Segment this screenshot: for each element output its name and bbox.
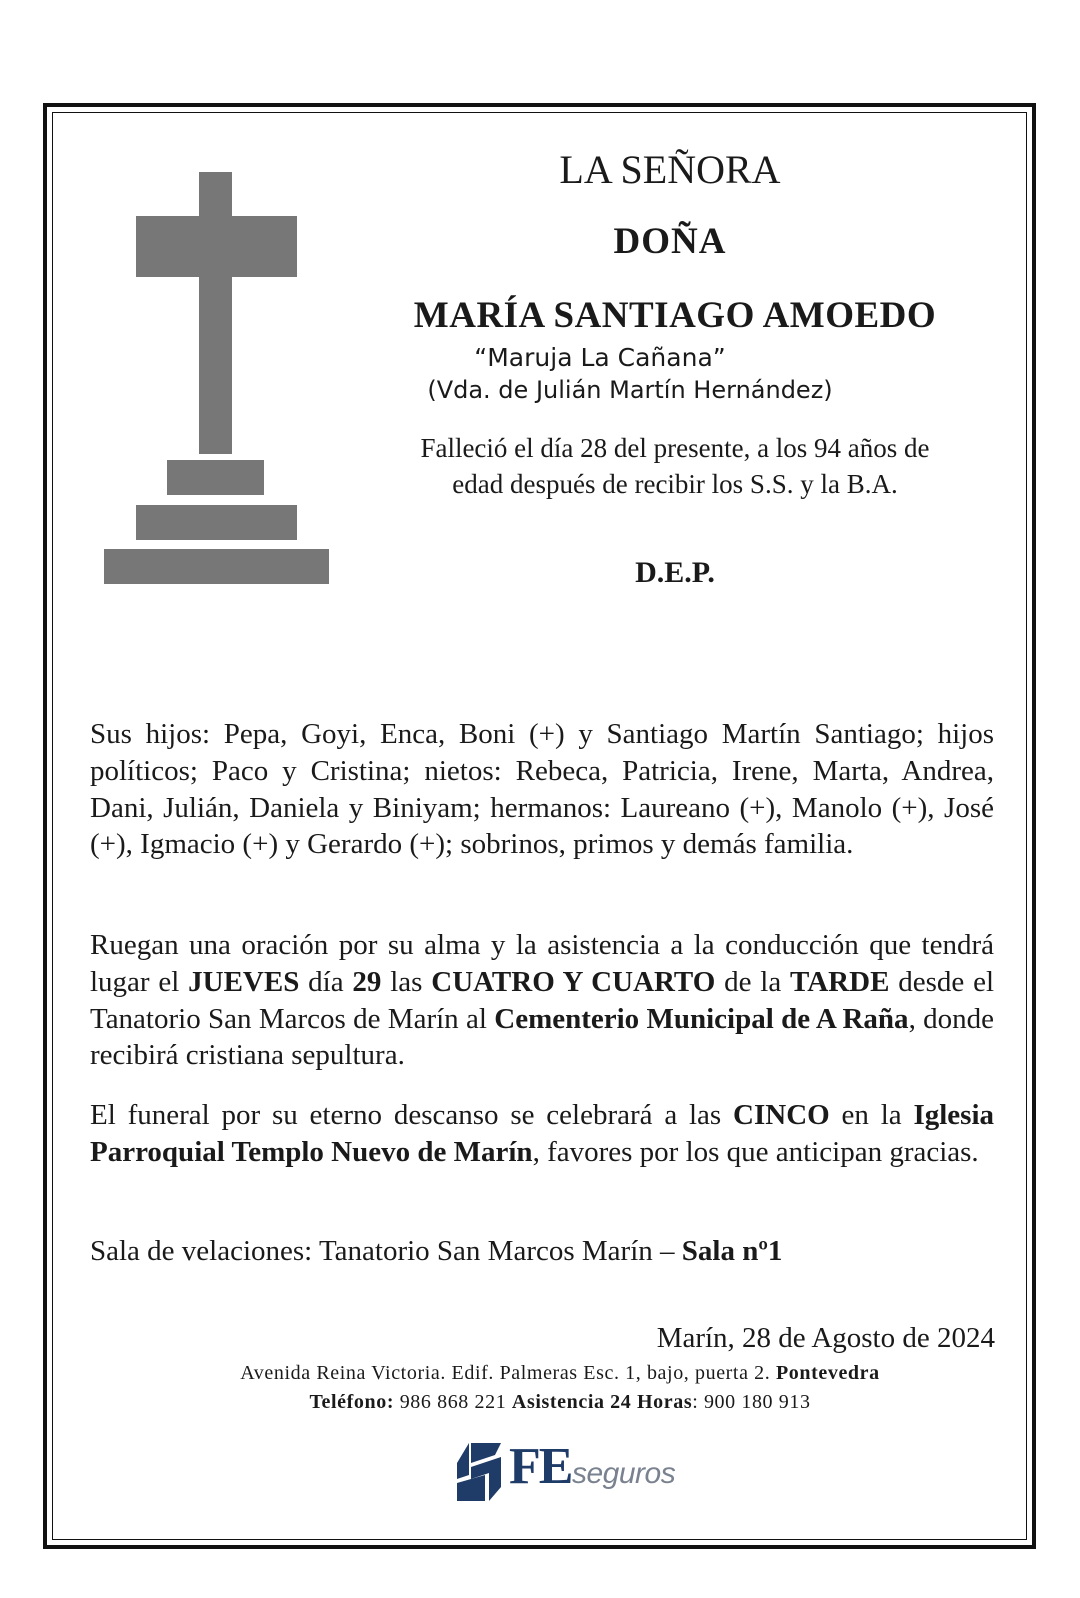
- text: en la: [829, 1099, 914, 1131]
- title-prefix: LA SEÑORA: [559, 147, 781, 192]
- address-line: [150, 1362, 970, 1385]
- text: de la: [715, 965, 791, 998]
- text: las: [381, 965, 432, 998]
- family-paragraph: Sus hijos: Pepa, Goyi, Enca, Boni (+) y Santiago Martín Santiago; hijos políticos; Paco y Cristina; nietos: Rebeca, Patricia, Irene, Marta, Andrea, Dani, Julián, Daniela y Biniyam; hermanos: Laureano (+), Manolo (+), José (+), Igmacio (+) y Gerardo (+); sobrinos, primos y demás familia.: [90, 718, 994, 861]
- procession-paragraph: [90, 927, 994, 1074]
- wake-paragraph: [90, 1233, 994, 1270]
- death-notice: [330, 430, 1020, 502]
- logo-brand: FE: [509, 1438, 572, 1495]
- assist-label: Asistencia 24 Horas: [511, 1391, 693, 1413]
- assist-phone: : 900 180 913: [692, 1391, 811, 1413]
- period: TARDE: [790, 965, 890, 998]
- city: Pontevedra: [775, 1362, 880, 1384]
- text: Sala de velaciones: Tanatorio San Marcos Marín –: [90, 1235, 682, 1267]
- text: día: [299, 965, 353, 998]
- honorific: DOÑA: [613, 221, 727, 262]
- day-name: JUEVES: [188, 965, 300, 998]
- widow-of: (Vda. de Julián Martín Hernández): [427, 376, 833, 404]
- text: El funeral por su eterno descanso se celebrará a las: [90, 1099, 734, 1131]
- logo-sub: seguros: [572, 1457, 676, 1490]
- cemetery: Cementerio Municipal de A Raña: [494, 1002, 909, 1035]
- church: Iglesia Parroquial Templo Nuevo de Marín: [90, 1099, 994, 1168]
- deceased-alias: “Maruja La Cañana”: [474, 343, 726, 372]
- text: , donde recibirá cristiana sepultura.: [90, 1002, 994, 1072]
- day-number: 29: [352, 965, 382, 998]
- rip: D.E.P.: [635, 556, 715, 589]
- address: Avenida Reina Victoria. Edif. Palmeras Esc. 1, bajo, puerta 2.: [240, 1362, 776, 1384]
- deceased-name: MARÍA SANTIAGO AMOEDO: [413, 295, 937, 336]
- phone-label: Teléfono:: [309, 1391, 395, 1413]
- death-line-2: edad después de recibir los S.S. y la B.A.: [452, 469, 898, 499]
- mass-paragraph: [90, 1097, 994, 1171]
- mass-time: CINCO: [733, 1099, 830, 1131]
- phone: 986 868 221: [394, 1391, 512, 1413]
- time: CUATRO Y CUARTO: [431, 965, 716, 998]
- text: Ruegan una oración por su alma y la asistencia a la conducción que tendrá lugar el: [90, 929, 994, 998]
- text: desde el Tanatorio San Marcos de Marín al: [90, 965, 994, 1035]
- death-line-1: Falleció el día 28 del presente, a los 94 años de: [420, 433, 930, 463]
- room: Sala nº1: [681, 1235, 783, 1267]
- fe-seguros-logo: [455, 1437, 695, 1507]
- contact-line: [150, 1391, 970, 1414]
- notice-date: Marín, 28 de Agosto de 2024: [656, 1322, 995, 1354]
- text: , favores por los que anticipan gracias.: [532, 1135, 979, 1168]
- fe-seguros-emblem-icon: [455, 1441, 505, 1503]
